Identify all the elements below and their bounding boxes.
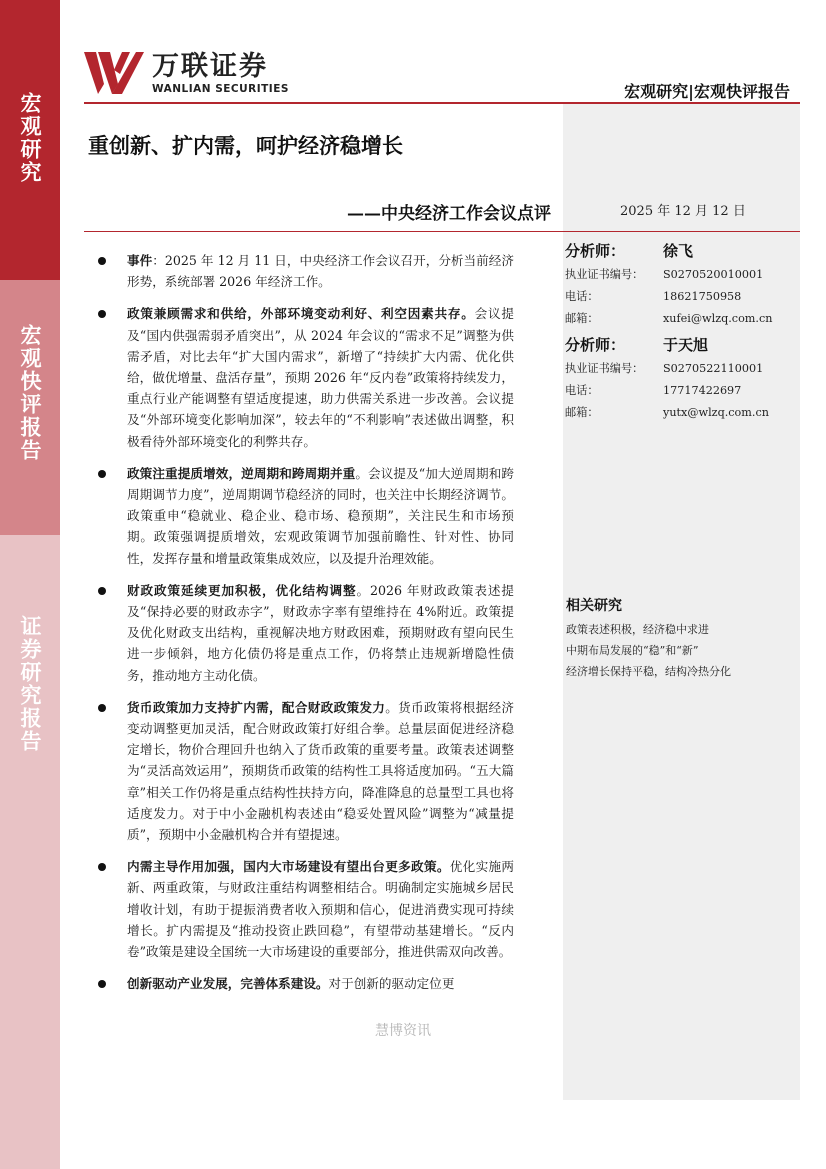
bullet-icon xyxy=(98,470,106,478)
title-divider xyxy=(84,231,800,232)
sidebar-segment-research xyxy=(0,535,60,1169)
item-text: 。2026 年财政政策表述提及“保持必要的财政赤字”，财政赤字率有望维持在 4%附近。政策提及优化财政支出结构，重视解决地方财政困难，预期财政有望向民生进一步倾斜，地方化债仍将是重点工作，仍将禁止违规新增隐性债务，推动地方主动化债。 xyxy=(127,582,515,683)
logo-english-name: WANLIAN SECURITIES xyxy=(152,82,289,95)
email-address[interactable]: yutx@wlzq.com.cn xyxy=(663,406,769,419)
item-heading: 货币政策加力支持扩内需，配合财政政策发力 xyxy=(127,699,386,715)
company-logo xyxy=(84,50,289,96)
phone-number: 17717422697 xyxy=(663,384,742,397)
item-text: 会议提及“国内供强需弱矛盾突出”，从 2024 年会议的“需求不足”调整为供需矛盾，对比去年“扩大国内需求”，新增了“持续扩大内需、优化供给，做优增量、盘活存量”，预期 2026 年“反内卷”政策将持续发力，重点行业产能调整有望适度提速，助力供需关系进一步改善。会议提及“外部环境变化影响加深”，较去年的“不利影响”表述做出调整，积极看待外部环境变化的利弊共存。 xyxy=(127,306,515,449)
email-label: 邮箱： xyxy=(565,312,599,325)
cert-number: S0270520010001 xyxy=(663,268,764,281)
related-research-link[interactable]: 中期布局发展的“稳”和“新” xyxy=(566,644,699,657)
phone-number: 18621750958 xyxy=(663,290,742,303)
bullet-item xyxy=(96,856,514,962)
phone-label: 电话： xyxy=(565,384,599,397)
analyst-name: 徐飞 xyxy=(663,242,694,260)
email-label: 邮箱： xyxy=(565,406,599,419)
wanlian-logo-icon xyxy=(84,50,144,96)
item-heading: 事件 xyxy=(127,253,153,268)
phone-label: 电话： xyxy=(565,290,599,303)
related-research-title: 相关研究 xyxy=(566,598,622,614)
bullet-icon xyxy=(98,863,106,871)
related-research-link[interactable]: 政策表述积极，经济稳中求进 xyxy=(566,623,709,636)
bullet-item xyxy=(96,250,514,292)
item-text: ：2025 年 12 月 11 日，中央经济工作会议召开，分析当前经济形势，系统部署 2026 年经济工作。 xyxy=(127,253,514,290)
bullet-item xyxy=(96,580,514,686)
logo-chinese-name: 万联证券 xyxy=(152,50,268,82)
bullet-icon xyxy=(98,704,106,712)
item-heading: 创新驱动产业发展，完善体系建设。 xyxy=(127,976,329,992)
bullet-item xyxy=(96,973,514,994)
item-heading: 财政政策延续更加积极，优化结构调整 xyxy=(127,582,357,598)
report-subtitle: ——中央经济工作会议点评 xyxy=(347,204,551,224)
sidebar-segment-quick-review xyxy=(0,280,60,535)
analyst-name: 于天旭 xyxy=(663,336,709,354)
bullet-icon xyxy=(98,587,106,595)
bullet-icon xyxy=(98,980,106,988)
analyst-label: 分析师： xyxy=(565,336,626,354)
analyst-card xyxy=(565,334,793,424)
bullet-item xyxy=(96,463,514,569)
item-heading: 政策注重提质增效，逆周期和跨周期并重 xyxy=(127,465,356,481)
report-title: 重创新、扩内需，呵护经济稳增长 xyxy=(88,133,403,158)
sidebar xyxy=(0,0,60,1169)
report-date: 2025 年 12 月 12 日 xyxy=(620,204,746,219)
item-heading: 政策兼顾需求和供给，外部环境变动利好、利空因素共存。 xyxy=(127,306,475,322)
bullet-item xyxy=(96,303,514,451)
bullet-icon xyxy=(98,310,106,318)
item-text: 。会议提及“加大逆周期和跨周期调节力度”，逆周期调节稳经济的同时，也关注中长期经济调节。政策重申“稳就业、稳企业、稳市场、稳预期”，关注民生和市场预期。政策强调提质增效，宏观政策调节加强前瞻性、针对性、协同性，发挥存量和增量政策集成效应，以及提升治理效能。 xyxy=(127,465,514,566)
bullet-icon xyxy=(98,257,106,265)
analyst-label: 分析师： xyxy=(565,242,626,260)
cert-number: S0270522110001 xyxy=(663,362,764,375)
analyst-card xyxy=(565,240,793,330)
watermark: 慧博资讯 xyxy=(375,1023,431,1039)
sidebar-segment-macro xyxy=(0,0,60,280)
cert-label: 执业证书编号： xyxy=(565,268,644,281)
main-content xyxy=(96,250,514,1006)
sidebar-label: 宏观快评报告 xyxy=(18,324,42,462)
related-research-link[interactable]: 经济增长保持平稳，结构冷热分化 xyxy=(566,665,731,678)
sidebar-label: 宏观研究 xyxy=(18,92,42,184)
cert-label: 执业证书编号： xyxy=(565,362,644,375)
sidebar-label: 证券研究报告 xyxy=(18,615,42,753)
item-heading: 内需主导作用加强，国内大市场建设有望出台更多政策。 xyxy=(127,859,450,875)
item-text: 。货币政策将根据经济变动调整更加灵活，配合财政政策打好组合拳。总量层面促进经济稳定增长，物价合理回升也纳入了货币政策的重要考量。政策表述调整为“灵活高效运用”，预期货币政策的结构性工具将适度加码。“五大篇章”相关工作仍将是重点结构性扶持方向，降准降息的总量型工具也将适度发力。对于中小金融机构表述由“稳妥处置风险”调整为“减量提质”，预期中小金融机构合并有望提速。 xyxy=(127,699,515,843)
item-text: 优化实施两新、两重政策，与财政注重结构调整相结合。明确制定实施城乡居民增收计划，有助于提振消费者收入预期和信心，促进消费实现可持续增长。扩内需提及“推动投资止跌回稳”，有望带动基建增长。“反内卷”政策是建设全国统一大市场建设的重要部分，推进供需双向改善。 xyxy=(127,859,515,960)
bullet-item xyxy=(96,697,514,845)
item-text: 对于创新的驱动定位更 xyxy=(328,976,455,992)
email-address[interactable]: xufei@wlzq.com.cn xyxy=(663,312,773,325)
analyst-info xyxy=(565,240,793,428)
related-research xyxy=(566,595,794,682)
document-type: 宏观研究|宏观快评报告 xyxy=(624,82,790,101)
